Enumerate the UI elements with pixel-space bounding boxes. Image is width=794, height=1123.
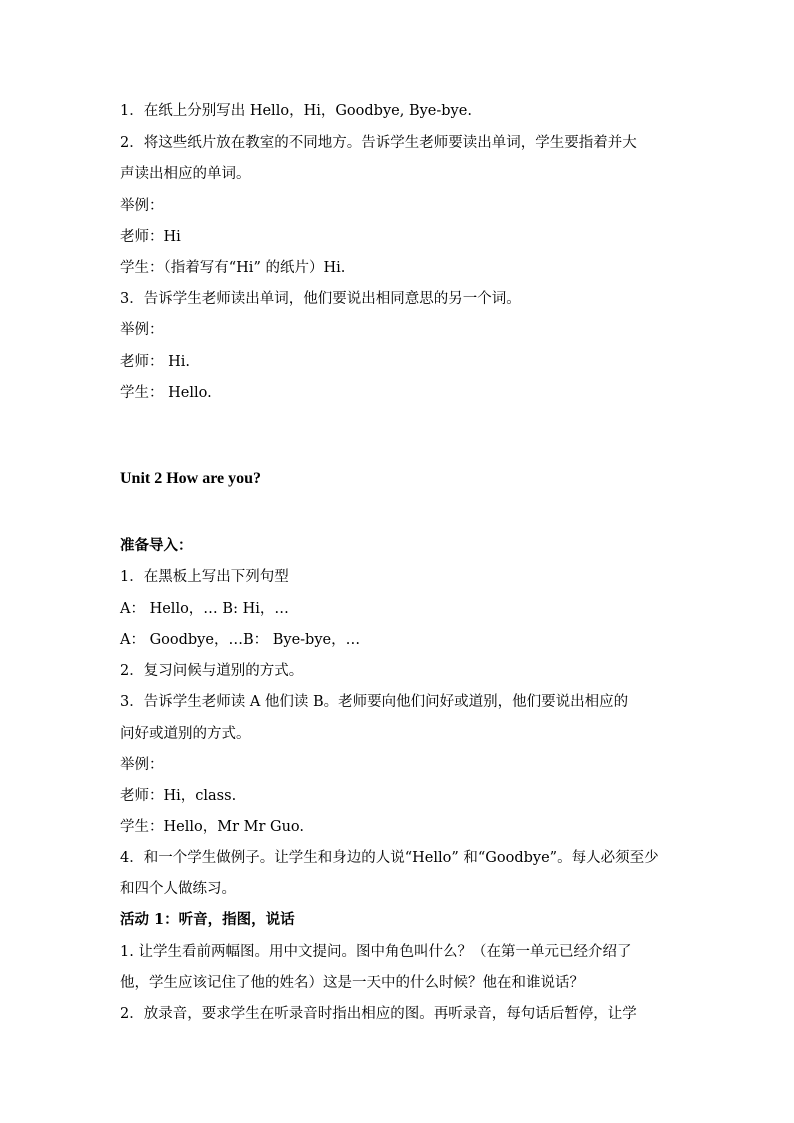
dialogue-line: 学生： Hello. — [120, 385, 212, 401]
unit-title: Unit 2 How are you? — [120, 470, 262, 487]
dialogue-line: 学生：Hello，Mr Mr Guo. — [120, 819, 305, 835]
instruction-line: 1．在黑板上写出下列句型 — [120, 569, 289, 585]
dialogue-line: 学生：（指着写有“Hi” 的纸片）Hi. — [120, 260, 346, 276]
instruction-line: 问好或道别的方式。 — [120, 726, 251, 742]
instruction-line: 他，学生应该记住了他的姓名）这是一天中的什么时候？他在和谁说话？ — [120, 975, 584, 991]
instruction-line: 声读出相应的单词。 — [120, 166, 251, 182]
dialogue-line: A： Hello，… B: Hi，… — [120, 601, 289, 617]
example-label: 举例： — [120, 198, 164, 214]
section-heading: 活动 1：听音，指图，说话 — [120, 911, 295, 928]
dialogue-line: 老师：Hi，class. — [120, 788, 237, 804]
dialogue-line: A： Goodbye，…B： Bye-bye，… — [120, 632, 361, 648]
instruction-line: 2．复习问候与道别的方式。 — [120, 663, 304, 679]
dialogue-line: 老师： Hi. — [120, 354, 191, 370]
instruction-line: 2．将这些纸片放在教室的不同地方。告诉学生老师要读出单词，学生要指着并大 — [120, 135, 637, 151]
instruction-line: 4．和一个学生做例子。让学生和身边的人说“Hello” 和“Goodbye”。每人必须至少 — [120, 850, 659, 866]
example-label: 举例： — [120, 757, 164, 773]
instruction-line: 3．告诉学生老师读 A 他们读 B。老师要向他们问好或道别，他们要说出相应的 — [120, 694, 629, 710]
instruction-line: 3．告诉学生老师读出单词，他们要说出相同意思的另一个词。 — [120, 291, 521, 307]
instruction-line: 2．放录音，要求学生在听录音时指出相应的图。再听录音，每句话后暂停，让学 — [120, 1006, 637, 1022]
instruction-line: 1．在纸上分别写出 Hello，Hi，Goodbye, Bye-bye. — [120, 103, 472, 119]
instruction-line: 1. 让学生看前两幅图。用中文提问。图中角色叫什么？（在第一单元已经介绍了 — [120, 944, 632, 960]
dialogue-line: 老师：Hi — [120, 229, 181, 245]
example-label: 举例： — [120, 322, 164, 338]
section-heading: 准备导入： — [120, 537, 193, 554]
instruction-line: 和四个人做练习。 — [120, 881, 236, 897]
